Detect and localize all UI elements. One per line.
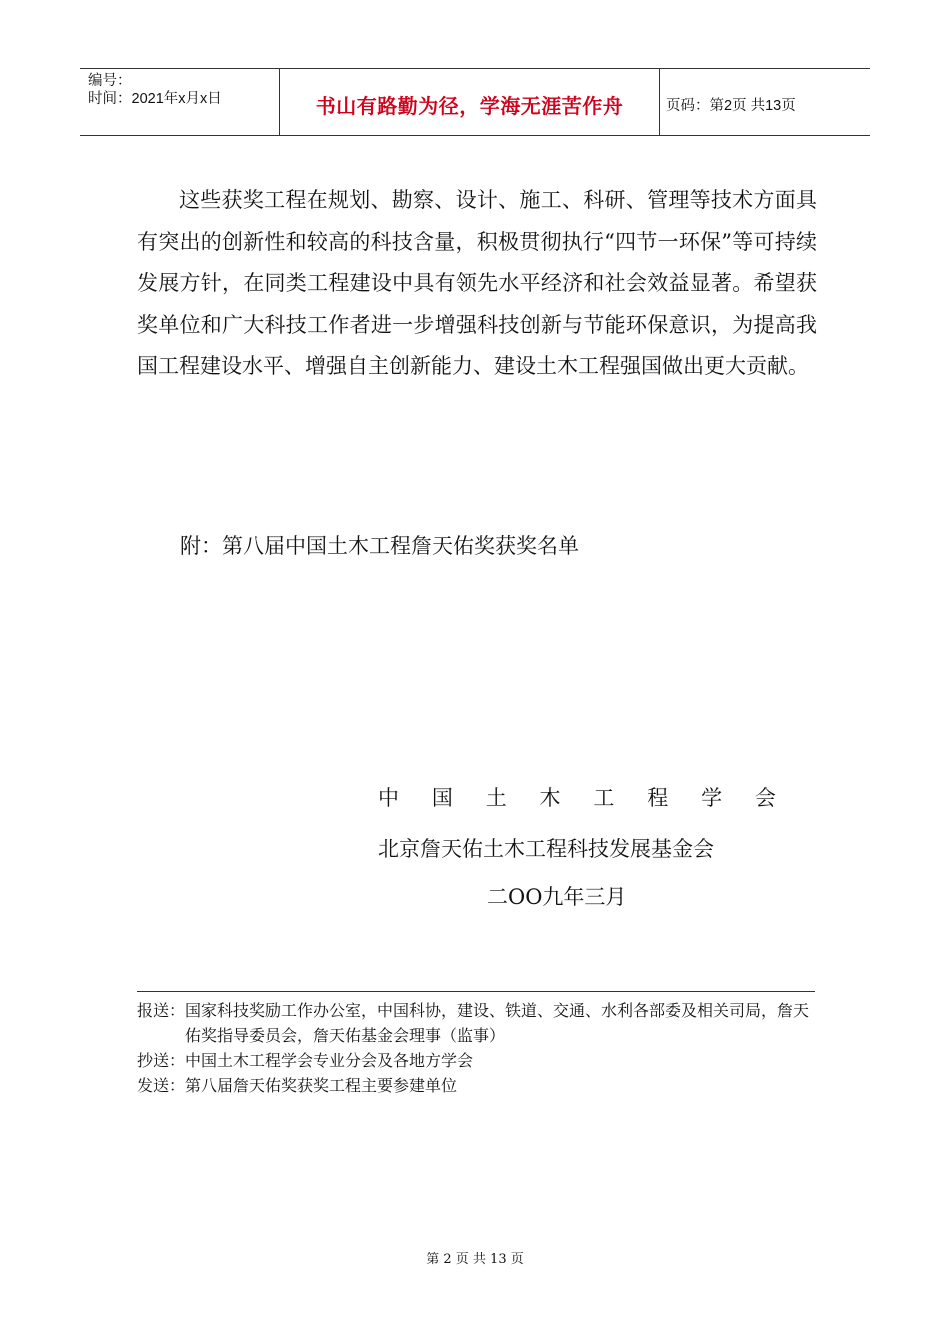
header-page-cell xyxy=(660,69,870,135)
copy-to-label: 抄送： xyxy=(137,1051,186,1070)
signature-org-2: 北京詹天佑土木工程科技发展基金会 xyxy=(378,837,714,861)
motto-text: 书山有路勤为径，学海无涯苦作舟 xyxy=(315,93,624,118)
header-motto-cell xyxy=(280,69,660,135)
org1-char: 中 xyxy=(378,786,399,810)
org1-char: 会 xyxy=(754,786,776,810)
org1-char: 学 xyxy=(701,786,723,810)
report-to-value: 国家科技奖励工作办公室，中国科协，建设、铁道、交通、水利各部委及相关司局，詹天佑奖指导委员会，詹天佑基金会理事（监事） xyxy=(185,1001,810,1045)
body-paragraph: 这些获奖工程在规划、勘察、设计、施工、科研、管理等技术方面具有突出的创新性和较高的科技含量，积极贯彻执行“四节一环保”等可持续发展方针，在同类工程建设中具有领先水平经济和社会效益显著。希望获奖单位和广大科技工作者进一步增强科技创新与节能环保意识，为提高我国工程建设水平、增强自主创新能力、建设土木工程强国做出更大贡献。 xyxy=(137,188,817,378)
attachment-note: 附：第八届中国土木工程詹天佑奖获奖名单 xyxy=(180,534,579,558)
header-meta-cell xyxy=(80,69,280,135)
copy-to-row xyxy=(137,1048,815,1073)
report-to-label: 报送： xyxy=(137,1001,186,1020)
org1-char: 程 xyxy=(647,786,669,810)
document-header xyxy=(80,68,870,136)
send-to-value: 第八届詹天佑奖获奖工程主要参建单位 xyxy=(185,1076,458,1095)
org1-char: 土 xyxy=(485,786,507,810)
signature-org-1 xyxy=(378,782,776,812)
org1-char: 木 xyxy=(539,786,561,810)
time-label: 时间：2021年x月x日 xyxy=(88,91,222,107)
send-to-label: 发送： xyxy=(137,1076,186,1095)
distribution-block xyxy=(137,991,815,1098)
signature-date: 二OO九年三月 xyxy=(487,885,627,909)
page-footer: 第 2 页 共 13 页 xyxy=(426,1252,524,1267)
report-to-row xyxy=(137,998,815,1048)
org1-char: 国 xyxy=(431,786,453,810)
page-info: 页码：第2页 共13页 xyxy=(666,97,796,114)
serial-number-label: 编号： xyxy=(88,73,132,89)
copy-to-value: 中国土木工程学会专业分会及各地方学会 xyxy=(185,1051,474,1070)
send-to-row xyxy=(137,1073,815,1098)
org1-char: 工 xyxy=(593,786,615,810)
